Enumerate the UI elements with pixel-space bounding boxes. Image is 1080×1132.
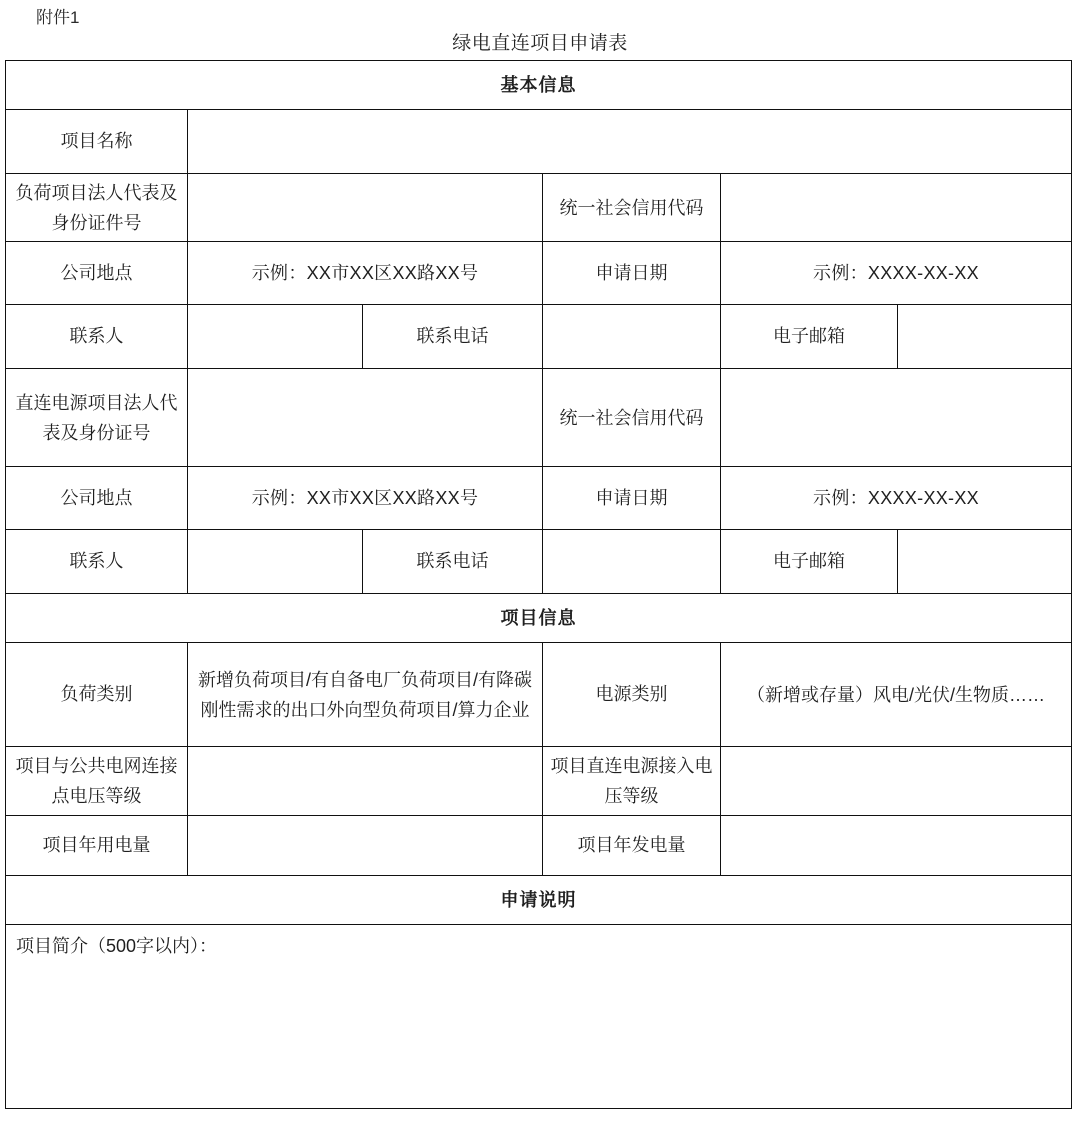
- field-credit-code[interactable]: [721, 174, 1072, 242]
- field-contact-person-2[interactable]: [188, 530, 363, 594]
- label-email-2: 电子邮箱: [721, 530, 898, 594]
- field-annual-generation[interactable]: [721, 816, 1072, 876]
- table-row: [6, 594, 1072, 643]
- label-contact-phone-2: 联系电话: [363, 530, 543, 594]
- table-row: [6, 530, 1072, 594]
- table-row: [6, 876, 1072, 925]
- table-row: [6, 110, 1072, 174]
- label-contact-phone: 联系电话: [363, 305, 543, 369]
- label-grid-connection-voltage: 项目与公共电网连接点电压等级: [6, 747, 188, 816]
- field-power-category[interactable]: （新增或存量）风电/光伏/生物质……: [721, 643, 1072, 747]
- field-source-legal-rep[interactable]: [188, 369, 543, 467]
- field-contact-phone-2[interactable]: [543, 530, 721, 594]
- attachment-label: 附件1: [36, 8, 80, 27]
- section-header-project-info: 项目信息: [6, 594, 1072, 643]
- label-annual-consumption: 项目年用电量: [6, 816, 188, 876]
- field-company-address-2[interactable]: 示例：XX市XX区XX路XX号: [188, 467, 543, 530]
- label-annual-generation: 项目年发电量: [543, 816, 721, 876]
- table-row: [6, 747, 1072, 816]
- table-row: [6, 61, 1072, 110]
- label-direct-connection-voltage: 项目直连电源接入电压等级: [543, 747, 721, 816]
- field-load-category[interactable]: 新增负荷项目/有自备电厂负荷项目/有降碳刚性需求的出口外向型负荷项目/算力企业: [188, 643, 543, 747]
- label-load-legal-rep: 负荷项目法人代表及身份证件号: [6, 174, 188, 242]
- table-row: [6, 925, 1072, 1109]
- table-row: [6, 816, 1072, 876]
- table-row: [6, 643, 1072, 747]
- section-header-basic-info: 基本信息: [6, 61, 1072, 110]
- label-source-legal-rep: 直连电源项目法人代表及身份证号: [6, 369, 188, 467]
- section-header-application-note: 申请说明: [6, 876, 1072, 925]
- field-credit-code-2[interactable]: [721, 369, 1072, 467]
- table-row: [6, 305, 1072, 369]
- label-credit-code: 统一社会信用代码: [543, 174, 721, 242]
- application-form-table: [5, 60, 1072, 1109]
- field-contact-person[interactable]: [188, 305, 363, 369]
- label-power-category: 电源类别: [543, 643, 721, 747]
- label-company-address-2: 公司地点: [6, 467, 188, 530]
- field-annual-consumption[interactable]: [188, 816, 543, 876]
- label-credit-code-2: 统一社会信用代码: [543, 369, 721, 467]
- field-contact-phone[interactable]: [543, 305, 721, 369]
- label-load-category: 负荷类别: [6, 643, 188, 747]
- field-company-address[interactable]: 示例：XX市XX区XX路XX号: [188, 242, 543, 305]
- label-contact-person-2: 联系人: [6, 530, 188, 594]
- field-load-legal-rep[interactable]: [188, 174, 543, 242]
- table-row: [6, 369, 1072, 467]
- field-project-name[interactable]: [188, 110, 1072, 174]
- label-email: 电子邮箱: [721, 305, 898, 369]
- field-email-2[interactable]: [898, 530, 1072, 594]
- label-project-name: 项目名称: [6, 110, 188, 174]
- label-company-address: 公司地点: [6, 242, 188, 305]
- label-apply-date: 申请日期: [543, 242, 721, 305]
- label-contact-person: 联系人: [6, 305, 188, 369]
- field-direct-connection-voltage[interactable]: [721, 747, 1072, 816]
- field-project-brief[interactable]: 项目简介（500字以内）：: [6, 925, 1072, 1109]
- field-apply-date[interactable]: 示例：XXXX-XX-XX: [721, 242, 1072, 305]
- field-apply-date-2[interactable]: 示例：XXXX-XX-XX: [721, 467, 1072, 530]
- field-grid-connection-voltage[interactable]: [188, 747, 543, 816]
- page-title: 绿电直连项目申请表: [452, 33, 628, 54]
- field-email[interactable]: [898, 305, 1072, 369]
- label-apply-date-2: 申请日期: [543, 467, 721, 530]
- table-row: [6, 467, 1072, 530]
- table-row: [6, 242, 1072, 305]
- table-row: [6, 174, 1072, 242]
